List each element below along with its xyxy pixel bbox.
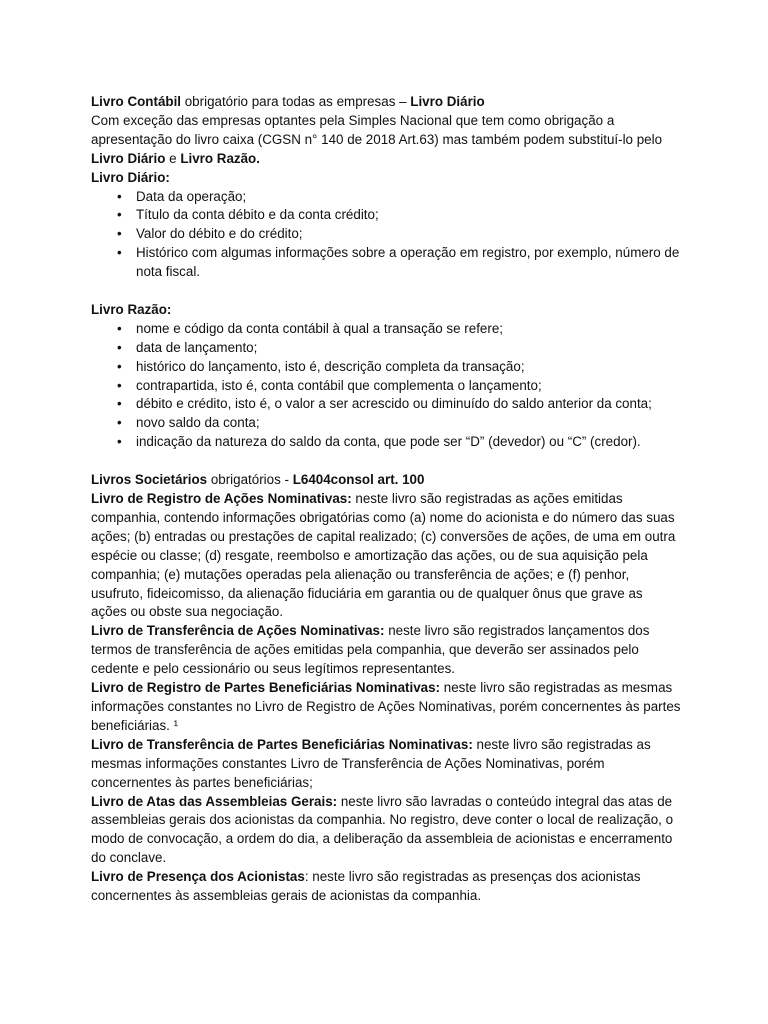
list-item-text: indicação da natureza do saldo da conta, que pode ser “D” (devedor) ou “C” (credor).: [136, 434, 641, 450]
societarios-entry: [91, 490, 681, 622]
entry-title: Livro de Transferência de Ações Nominativas:: [91, 623, 385, 639]
list-item-text: nome e código da conta contábil à qual a transação se refere;: [136, 320, 503, 336]
intro-title-bold-2: Livro Diário: [410, 94, 485, 109]
list-item-text: data de lançamento;: [136, 339, 258, 355]
intro-para-bold-1: Livro Diário: [91, 150, 166, 166]
entry-title: Livro de Registro de Partes Beneficiárias Nominativas:: [91, 680, 441, 696]
entry-title: Livro de Registro de Ações Nominativas:: [91, 491, 352, 506]
societarios-entry: [91, 793, 681, 869]
list-item: [91, 433, 681, 452]
societarios-entry: [91, 679, 681, 736]
entry-title: Livro de Transferência de Partes Beneficiárias Nominativas:: [91, 736, 473, 752]
spacer: [91, 452, 681, 471]
intro-title-text: obrigatório para todas as empresas –: [181, 94, 411, 109]
bullet-icon: •: [117, 339, 122, 355]
list-item: [91, 225, 681, 244]
entry-text: neste livro são lavradas o conteúdo integral das atas de assembleias gerais dos acionistas da companhia. No registro, deve conter o local de realização, o modo de convocação, a ordem do dia, a deliberação da assembleia de acionistas e encerramento do conclave.: [91, 793, 674, 866]
bullet-icon: •: [117, 358, 122, 374]
list-item-text: Histórico com algumas informações sobre a operação em registro, por exemplo, número de nota fiscal.: [136, 245, 680, 280]
intro-para-text-2: e: [165, 150, 181, 166]
list-item: [91, 395, 681, 414]
entry-text: neste livro são registradas as mesmas informações constantes Livro de Transferência de Ações Nominativas, porém concernentes às partes beneficiárias;: [91, 736, 651, 790]
bullet-icon: •: [117, 415, 122, 431]
list-item: [91, 320, 681, 339]
societarios-heading-bold-1: Livros Societários: [91, 472, 208, 488]
list-item-text: Data da operação;: [136, 188, 247, 204]
entry-text: : neste livro são registradas as presenças dos acionistas concernentes às assembleias gerais de acionistas da companhia.: [91, 869, 641, 904]
societarios-heading-bold-2: L6404consol art. 100: [292, 472, 425, 488]
list-item: [91, 188, 681, 207]
entry-text: neste livro são registradas as mesmas informações constantes no Livro de Registro de Ações Nominativas, porém concernentes às partes beneficiárias. ¹: [91, 680, 681, 733]
razao-heading: [91, 301, 681, 320]
razao-heading-text: Livro Razão:: [91, 301, 172, 317]
intro-para-text-1: Com exceção das empresas optantes pela Simples Nacional que tem como obrigação a apresentação do livro caixa (CGSN n° 140 de 2018 Art.63) mas também podem substituí-lo pelo: [91, 112, 663, 147]
list-item: [91, 206, 681, 225]
list-item-text: histórico do lançamento, isto é, descrição completa da transação;: [136, 358, 525, 374]
bullet-icon: •: [117, 377, 122, 393]
intro-title-bold-1: Livro Contábil: [91, 94, 182, 109]
list-item-text: novo saldo da conta;: [136, 415, 260, 431]
entry-text: neste livro são registradas as ações emitidas companhia, contendo informações obrigatórias como (a) nome do acionista e do número das suas ações; (b) entradas ou prestações de capital realizado; (c) conversões de ações, de uma em outra espécie ou classe; (d) resgate, reembolso e amortização das ações, ou de sua aquisição pela companhia; (e) mutações operadas pela alienação ou transferência de ações; e (f) penhor, usufruto, fideicomisso, da alienação fiduciária em garantia ou de qualquer ônus que grave as ações ou obste sua negociação.: [91, 491, 676, 620]
list-item-text: débito e crédito, isto é, o valor a ser acrescido ou diminuído do saldo anterior da conta;: [136, 396, 652, 412]
intro-para-bold-2: Livro Razão.: [180, 150, 260, 166]
spacer: [91, 282, 681, 301]
bullet-icon: •: [117, 245, 122, 261]
bullet-icon: •: [117, 188, 122, 204]
societarios-heading: [91, 471, 681, 490]
list-item-text: Valor do débito e do crédito;: [136, 226, 303, 242]
intro-paragraph: [91, 112, 681, 169]
bullet-icon: •: [117, 396, 122, 412]
document-page: [91, 93, 681, 906]
societarios-entry: [91, 868, 681, 906]
diario-heading: [91, 169, 681, 188]
societarios-entry: [91, 736, 681, 793]
societarios-entry: [91, 622, 681, 679]
intro-title: [91, 93, 681, 112]
diario-heading-text: Livro Diário:: [91, 169, 170, 185]
entry-title: Livro de Atas das Assembleias Gerais:: [91, 793, 338, 809]
razao-list: [91, 320, 681, 452]
list-item-text: contrapartida, isto é, conta contábil que complementa o lançamento;: [136, 377, 542, 393]
entry-title: Livro de Presença dos Acionistas: [91, 869, 305, 885]
diario-list: [91, 188, 681, 283]
list-item: [91, 339, 681, 358]
entry-text: neste livro são registrados lançamentos dos termos de transferência de ações emitidas pela companhia, que deverão ser assinados pelo cedente e pelo cessionário ou seus legítimos representantes.: [91, 623, 650, 677]
bullet-icon: •: [117, 226, 122, 242]
bullet-icon: •: [117, 434, 122, 450]
bullet-icon: •: [117, 320, 122, 336]
list-item: [91, 358, 681, 377]
list-item: [91, 244, 681, 282]
list-item-text: Título da conta débito e da conta crédito;: [136, 207, 379, 223]
list-item: [91, 414, 681, 433]
societarios-heading-text: obrigatórios -: [207, 472, 293, 488]
list-item: [91, 377, 681, 396]
bullet-icon: •: [117, 207, 122, 223]
